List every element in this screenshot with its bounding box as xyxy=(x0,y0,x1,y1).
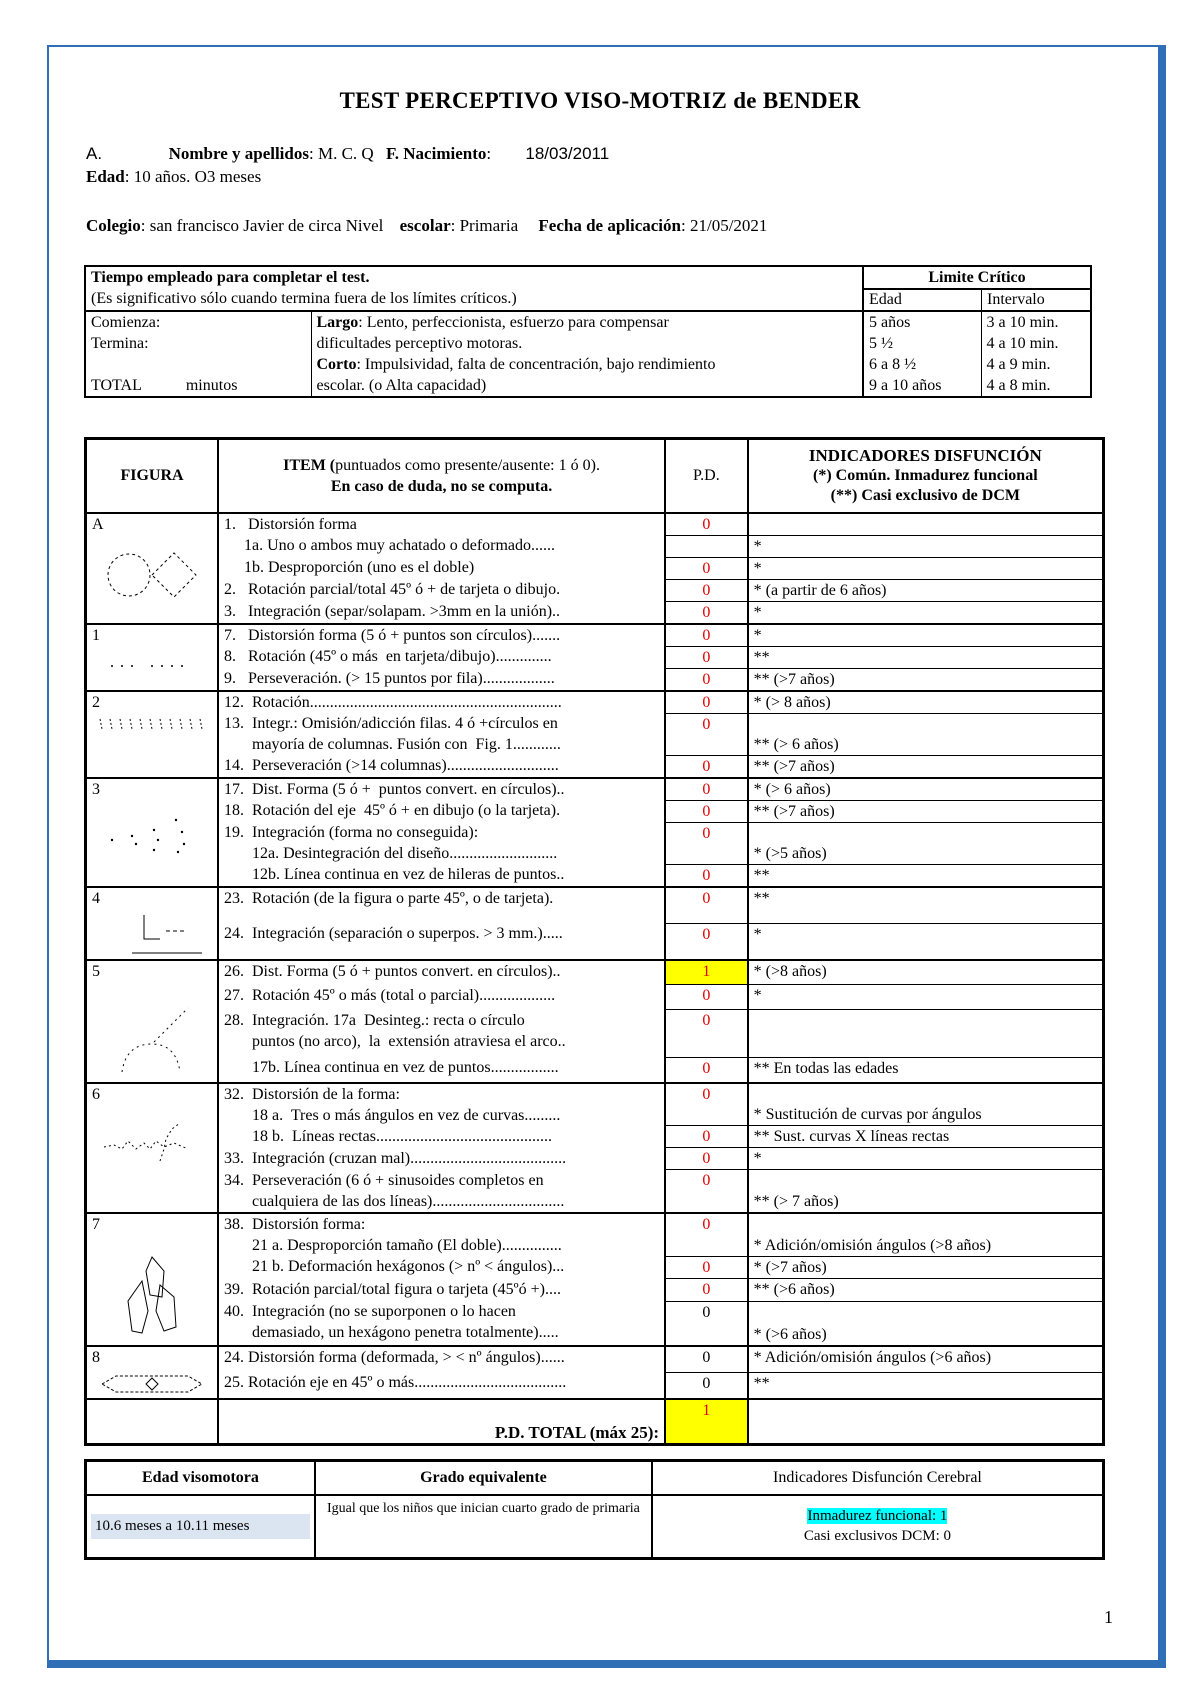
indicator-cell: ** (> 6 años) xyxy=(748,713,1104,755)
figure-cell xyxy=(86,624,219,691)
figure-label: 6 xyxy=(92,1085,100,1103)
pd-score: 0 xyxy=(665,668,748,691)
page-number: 1 xyxy=(1104,1607,1113,1627)
indicator-cell: * (>5 años) xyxy=(748,822,1104,864)
item-cell: 39. Rotación parcial/total figura o tarjeta (45ºó +).... xyxy=(218,1279,665,1302)
figure-label: 5 xyxy=(92,962,100,980)
item-cell: 26. Dist. Forma (5 ó + puntos convert. en círculos).. xyxy=(218,960,665,985)
pd-total-value: 1 xyxy=(665,1399,748,1445)
limit-intervals: 3 a 10 min. 4 a 10 min. 4 a 9 min. 4 a 8 min. xyxy=(986,314,1059,394)
table-row xyxy=(86,601,1104,624)
indicator-cell xyxy=(748,1010,1104,1057)
indicator-cell: * xyxy=(748,624,1104,647)
dcm-indicator: Casi exclusivos DCM: 0 xyxy=(803,1528,951,1545)
item-cell: 17. Dist. Forma (5 ó + puntos convert. en círculos).. xyxy=(218,778,665,801)
pd-score: 0 xyxy=(665,1213,748,1257)
pd-score: 0 xyxy=(665,1346,748,1373)
scoring-table xyxy=(84,437,1105,1446)
table-row xyxy=(86,1057,1104,1082)
item-cell: 38. Distorsión forma: 21 a. Desproporción tamaño (El doble)............... xyxy=(218,1213,665,1257)
figure-drawing-icon xyxy=(92,909,212,959)
pd-score: 0 xyxy=(665,624,748,647)
item-cell: 21 b. Deformación hexágonos (> nº < ángulos)... xyxy=(218,1256,665,1279)
pd-score: 0 xyxy=(665,985,748,1010)
item-cell: 24. Distorsión forma (deformada, > < nº ángulos)...... xyxy=(218,1346,665,1373)
indicator-cell: * Sustitución de curvas por ángulos xyxy=(748,1083,1104,1126)
name-label: Nombre y apellidos xyxy=(168,144,309,163)
figure-label: 3 xyxy=(92,780,100,798)
indicator-cell: * xyxy=(748,601,1104,624)
limit-header-cell: Limite Crítico Edad Intervalo xyxy=(863,266,1091,311)
indicator-cell: * xyxy=(748,557,1104,579)
level-value: : Primaria xyxy=(450,216,519,235)
pd-score: 0 xyxy=(665,822,748,864)
indicator-cell: ** (>6 años) xyxy=(748,1279,1104,1302)
pd-score: 0 xyxy=(665,513,748,536)
item-cell: 27. Rotación 45º o más (total o parcial)................... xyxy=(218,985,665,1010)
item-cell: 2. Rotación parcial/total 45º ó + de tarjeta o dibujo. xyxy=(218,579,665,601)
indicator-cell: * xyxy=(748,923,1104,960)
table-row xyxy=(86,646,1104,668)
visomotor-age-cell xyxy=(86,1495,315,1559)
table-row xyxy=(86,822,1104,864)
figure-drawing-icon xyxy=(92,535,212,605)
figure-drawing-icon xyxy=(92,1105,212,1175)
indicator-cell: ** (>7 años) xyxy=(748,668,1104,691)
figure-cell xyxy=(86,960,219,1083)
figure-label: 8 xyxy=(92,1348,100,1366)
visomotor-age-header: Edad visomotora xyxy=(86,1461,315,1495)
figure-cell xyxy=(86,1083,219,1213)
patient-info-line: A. Nombre y apellidos: M. C. Q F. Nacimiento: 18/03/2011 xyxy=(86,144,610,163)
pd-score: 0 xyxy=(665,1301,748,1345)
pd-score: 0 xyxy=(665,579,748,601)
col-indicators: INDICADORES DISFUNCIÓN (*) Común. Inmadurez funcional (**) Casi exclusivo de DCM xyxy=(748,439,1104,513)
table-row xyxy=(86,713,1104,755)
school-label: Colegio xyxy=(86,216,141,235)
item-cell: 3. Integración (separ/solapam. >3mm en la unión).. xyxy=(218,601,665,624)
table-row xyxy=(86,887,1104,924)
pd-score: 0 xyxy=(665,864,748,887)
indicator-cell: * xyxy=(748,1148,1104,1170)
indicator-cell: * (>7 años) xyxy=(748,1256,1104,1279)
cerebral-indicators-values xyxy=(652,1495,1104,1559)
item-cell: 33. Integración (cruzan mal)....................................... xyxy=(218,1148,665,1170)
table-row xyxy=(86,691,1104,714)
table-row xyxy=(86,1010,1104,1057)
table-row xyxy=(86,668,1104,691)
birth-value: 18/03/2011 xyxy=(525,144,610,163)
figure-cell xyxy=(86,1213,219,1346)
pd-score: 0 xyxy=(665,1256,748,1279)
figure-drawing-icon xyxy=(92,982,212,1082)
item-cell: 1a. Uno o ambos muy achatado o deformado...... xyxy=(218,535,665,557)
table-row xyxy=(86,778,1104,801)
limit-ages: 5 años 5 ½ 6 a 8 ½ 9 a 10 años xyxy=(863,311,981,397)
indicator-cell: ** (>7 años) xyxy=(748,800,1104,822)
indicator-cell: ** xyxy=(748,887,1104,924)
indicator-cell: * (>8 años) xyxy=(748,960,1104,985)
page-frame-shadow-bottom xyxy=(47,1660,1166,1668)
table-row xyxy=(86,1126,1104,1148)
table-row xyxy=(86,557,1104,579)
item-cell: 18. Rotación del eje 45º ó + en dibujo (o la tarjeta). xyxy=(218,800,665,822)
table-row xyxy=(86,800,1104,822)
figure-label: 1 xyxy=(92,626,100,644)
item-cell: 19. Integración (forma no conseguida): 12a. Desintegración del diseño........................... xyxy=(218,822,665,864)
pd-score: 0 xyxy=(665,1148,748,1170)
pd-score: 0 xyxy=(665,755,748,778)
figure-cell xyxy=(86,691,219,778)
table-row xyxy=(86,960,1104,985)
pd-score: 0 xyxy=(665,1279,748,1302)
table-row xyxy=(86,1170,1104,1213)
item-cell: 13. Integr.: Omisión/adicción filas. 4 ó +círculos en mayoría de columnas. Fusión con Fig. 1............ xyxy=(218,713,665,755)
item-cell: 17b. Línea continua en vez de puntos................. xyxy=(218,1057,665,1082)
application-date-label: Fecha de aplicación xyxy=(538,216,681,235)
table-row xyxy=(86,755,1104,778)
col-pd: P.D. xyxy=(665,439,748,513)
item-cell: 9. Perseveración. (> 15 puntos por fila).................. xyxy=(218,668,665,691)
document-title: TEST PERCEPTIVO VISO-MOTRIZ de BENDER xyxy=(339,88,861,113)
indicator-cell: * (a partir de 6 años) xyxy=(748,579,1104,601)
indicator-cell: * Adición/omisión ángulos (>8 años) xyxy=(748,1213,1104,1257)
item-cell: 32. Distorsión de la forma: 18 a. Tres o más ángulos en vez de curvas......... xyxy=(218,1083,665,1126)
figure-label: 7 xyxy=(92,1215,100,1233)
table-row xyxy=(86,1301,1104,1345)
visomotor-age-value: 10.6 meses a 10.11 meses xyxy=(91,1514,310,1539)
item-cell: 8. Rotación (45º o más en tarjeta/dibujo).............. xyxy=(218,646,665,668)
time-description-cell: Largo: Lento, perfeccionista, esfuerzo para compensar dificultades perceptivo motoras. Corto: Impulsividad, falta de concentración, bajo rendimiento escolar. (o Alta capacidad) xyxy=(311,311,863,397)
pd-score: 0 xyxy=(665,713,748,755)
pd-score: 0 xyxy=(665,1372,748,1399)
table-row xyxy=(86,513,1104,536)
indicator-cell: ** (> 7 años) xyxy=(748,1170,1104,1213)
indicator-cell: ** Sust. curvas X líneas rectas xyxy=(748,1126,1104,1148)
figure-label: 4 xyxy=(92,889,100,907)
indicator-cell: ** En todas las edades xyxy=(748,1057,1104,1082)
pd-score: 0 xyxy=(665,800,748,822)
summary-table xyxy=(84,1459,1105,1560)
table-row xyxy=(86,864,1104,887)
figure-label: 2 xyxy=(92,693,100,711)
col-item: ITEM (puntuados como presente/ausente: 1 ó 0). En caso de duda, no se computa. xyxy=(218,439,665,513)
pd-score: 0 xyxy=(665,646,748,668)
table-row xyxy=(86,1279,1104,1302)
figure-drawing-icon xyxy=(92,1235,212,1345)
name-value: : M. C. Q xyxy=(308,144,374,163)
pd-score: 0 xyxy=(665,557,748,579)
equivalent-grade-header: Grado equivalente xyxy=(315,1461,652,1495)
table-row xyxy=(86,1346,1104,1373)
age-value: : 10 años. O3 meses xyxy=(124,167,262,186)
item-cell: 1. Distorsión forma xyxy=(218,513,665,536)
total-indicator-empty xyxy=(748,1399,1104,1445)
page-frame-shadow-right xyxy=(1158,45,1166,1667)
indicator-cell: ** xyxy=(748,646,1104,668)
figure-cell xyxy=(86,887,219,960)
item-cell: 12. Rotación............................................................... xyxy=(218,691,665,714)
level-label: escolar xyxy=(399,216,451,235)
indicator-cell: * xyxy=(748,535,1104,557)
immaturity-indicator: Inmadurez funcional: 1 xyxy=(807,1508,948,1525)
figure-cell xyxy=(86,778,219,887)
pd-score: 0 xyxy=(665,887,748,924)
table-row xyxy=(86,1083,1104,1126)
item-cell: 12b. Línea continua en vez de hileras de puntos.. xyxy=(218,864,665,887)
item-cell: 34. Perseveración (6 ó + sinusoides completos en cualquiera de las dos líneas)................................. xyxy=(218,1170,665,1213)
table-row xyxy=(86,535,1104,557)
indicator-cell: * xyxy=(748,985,1104,1010)
pd-score: 0 xyxy=(665,1126,748,1148)
pd-score: 0 xyxy=(665,1170,748,1213)
pd-score: 0 xyxy=(665,778,748,801)
indicator-cell: ** (>7 años) xyxy=(748,755,1104,778)
birth-label: F. Nacimiento xyxy=(385,144,487,163)
indicator-cell xyxy=(748,513,1104,536)
item-cell: 14. Perseveración (>14 columnas)............................ xyxy=(218,755,665,778)
indicator-cell: ** xyxy=(748,864,1104,887)
time-start-end-cell: Comienza: Termina: TOTAL minutos xyxy=(85,311,311,397)
school-line xyxy=(86,216,767,236)
pd-score: 0 xyxy=(665,601,748,624)
figure-cell xyxy=(86,1346,219,1399)
indicator-cell: ** xyxy=(748,1372,1104,1399)
cerebral-indicators-header: Indicadores Disfunción Cerebral xyxy=(652,1461,1104,1495)
item-cell: 24. Integración (separación o superpos. > 3 mm.)..... xyxy=(218,923,665,960)
item-cell: 25. Rotación eje en 45º o más...................................... xyxy=(218,1372,665,1399)
pd-score xyxy=(665,535,748,557)
table-row xyxy=(86,1148,1104,1170)
table-row xyxy=(86,624,1104,647)
pd-total-label: P.D. TOTAL (máx 25): xyxy=(218,1399,665,1445)
age-label: Edad xyxy=(86,167,125,186)
school-value: : san francisco Javier de circa Nivel xyxy=(140,216,384,235)
col-figura: FIGURA xyxy=(86,439,219,513)
item-cell: 23. Rotación (de la figura o parte 45º, o de tarjeta). xyxy=(218,887,665,924)
total-empty-cell xyxy=(86,1399,219,1445)
pd-score: 0 xyxy=(665,1083,748,1126)
figure-label: A xyxy=(92,515,104,533)
time-table xyxy=(84,265,1092,398)
indicator-cell: * (> 6 años) xyxy=(748,778,1104,801)
figure-drawing-icon xyxy=(92,1368,212,1398)
section-prefix: A. xyxy=(86,144,103,163)
equivalent-grade-value: Igual que los niños que inician cuarto grado de primaria xyxy=(315,1495,652,1559)
indicator-cell: * (>6 años) xyxy=(748,1301,1104,1345)
indicator-cell: * (> 8 años) xyxy=(748,691,1104,714)
figure-drawing-icon xyxy=(92,646,212,676)
table-row xyxy=(86,1372,1104,1399)
item-cell: 28. Integración. 17a Desinteg.: recta o círculo puntos (no arco), la extensión atraviesa el arco.. xyxy=(218,1010,665,1057)
pd-score: 0 xyxy=(665,1010,748,1057)
age-line xyxy=(86,167,261,187)
figure-drawing-icon xyxy=(92,713,212,737)
table-row xyxy=(86,923,1104,960)
pd-score: 1 xyxy=(665,960,748,985)
pd-score: 0 xyxy=(665,691,748,714)
pd-score: 0 xyxy=(665,923,748,960)
item-cell: 7. Distorsión forma (5 ó + puntos son círculos)....... xyxy=(218,624,665,647)
item-cell: 1b. Desproporción (uno es el doble) xyxy=(218,557,665,579)
item-cell: 18 b. Líneas rectas............................................ xyxy=(218,1126,665,1148)
table-row xyxy=(86,985,1104,1010)
table-row xyxy=(86,1213,1104,1257)
pd-score: 0 xyxy=(665,1057,748,1082)
table-row xyxy=(86,1256,1104,1279)
figure-drawing-icon xyxy=(92,800,212,860)
application-date-value: : 21/05/2021 xyxy=(681,216,768,235)
item-cell: 40. Integración (no se suporponen o lo hacen demasiado, un hexágono penetra totalmente)..... xyxy=(218,1301,665,1345)
table-row xyxy=(86,579,1104,601)
figure-cell xyxy=(86,513,219,624)
time-table-heading: Tiempo empleado para completar el test. (Es significativo sólo cuando termina fuera de los límites críticos.) xyxy=(85,266,863,311)
indicator-cell: * Adición/omisión ángulos (>6 años) xyxy=(748,1346,1104,1373)
